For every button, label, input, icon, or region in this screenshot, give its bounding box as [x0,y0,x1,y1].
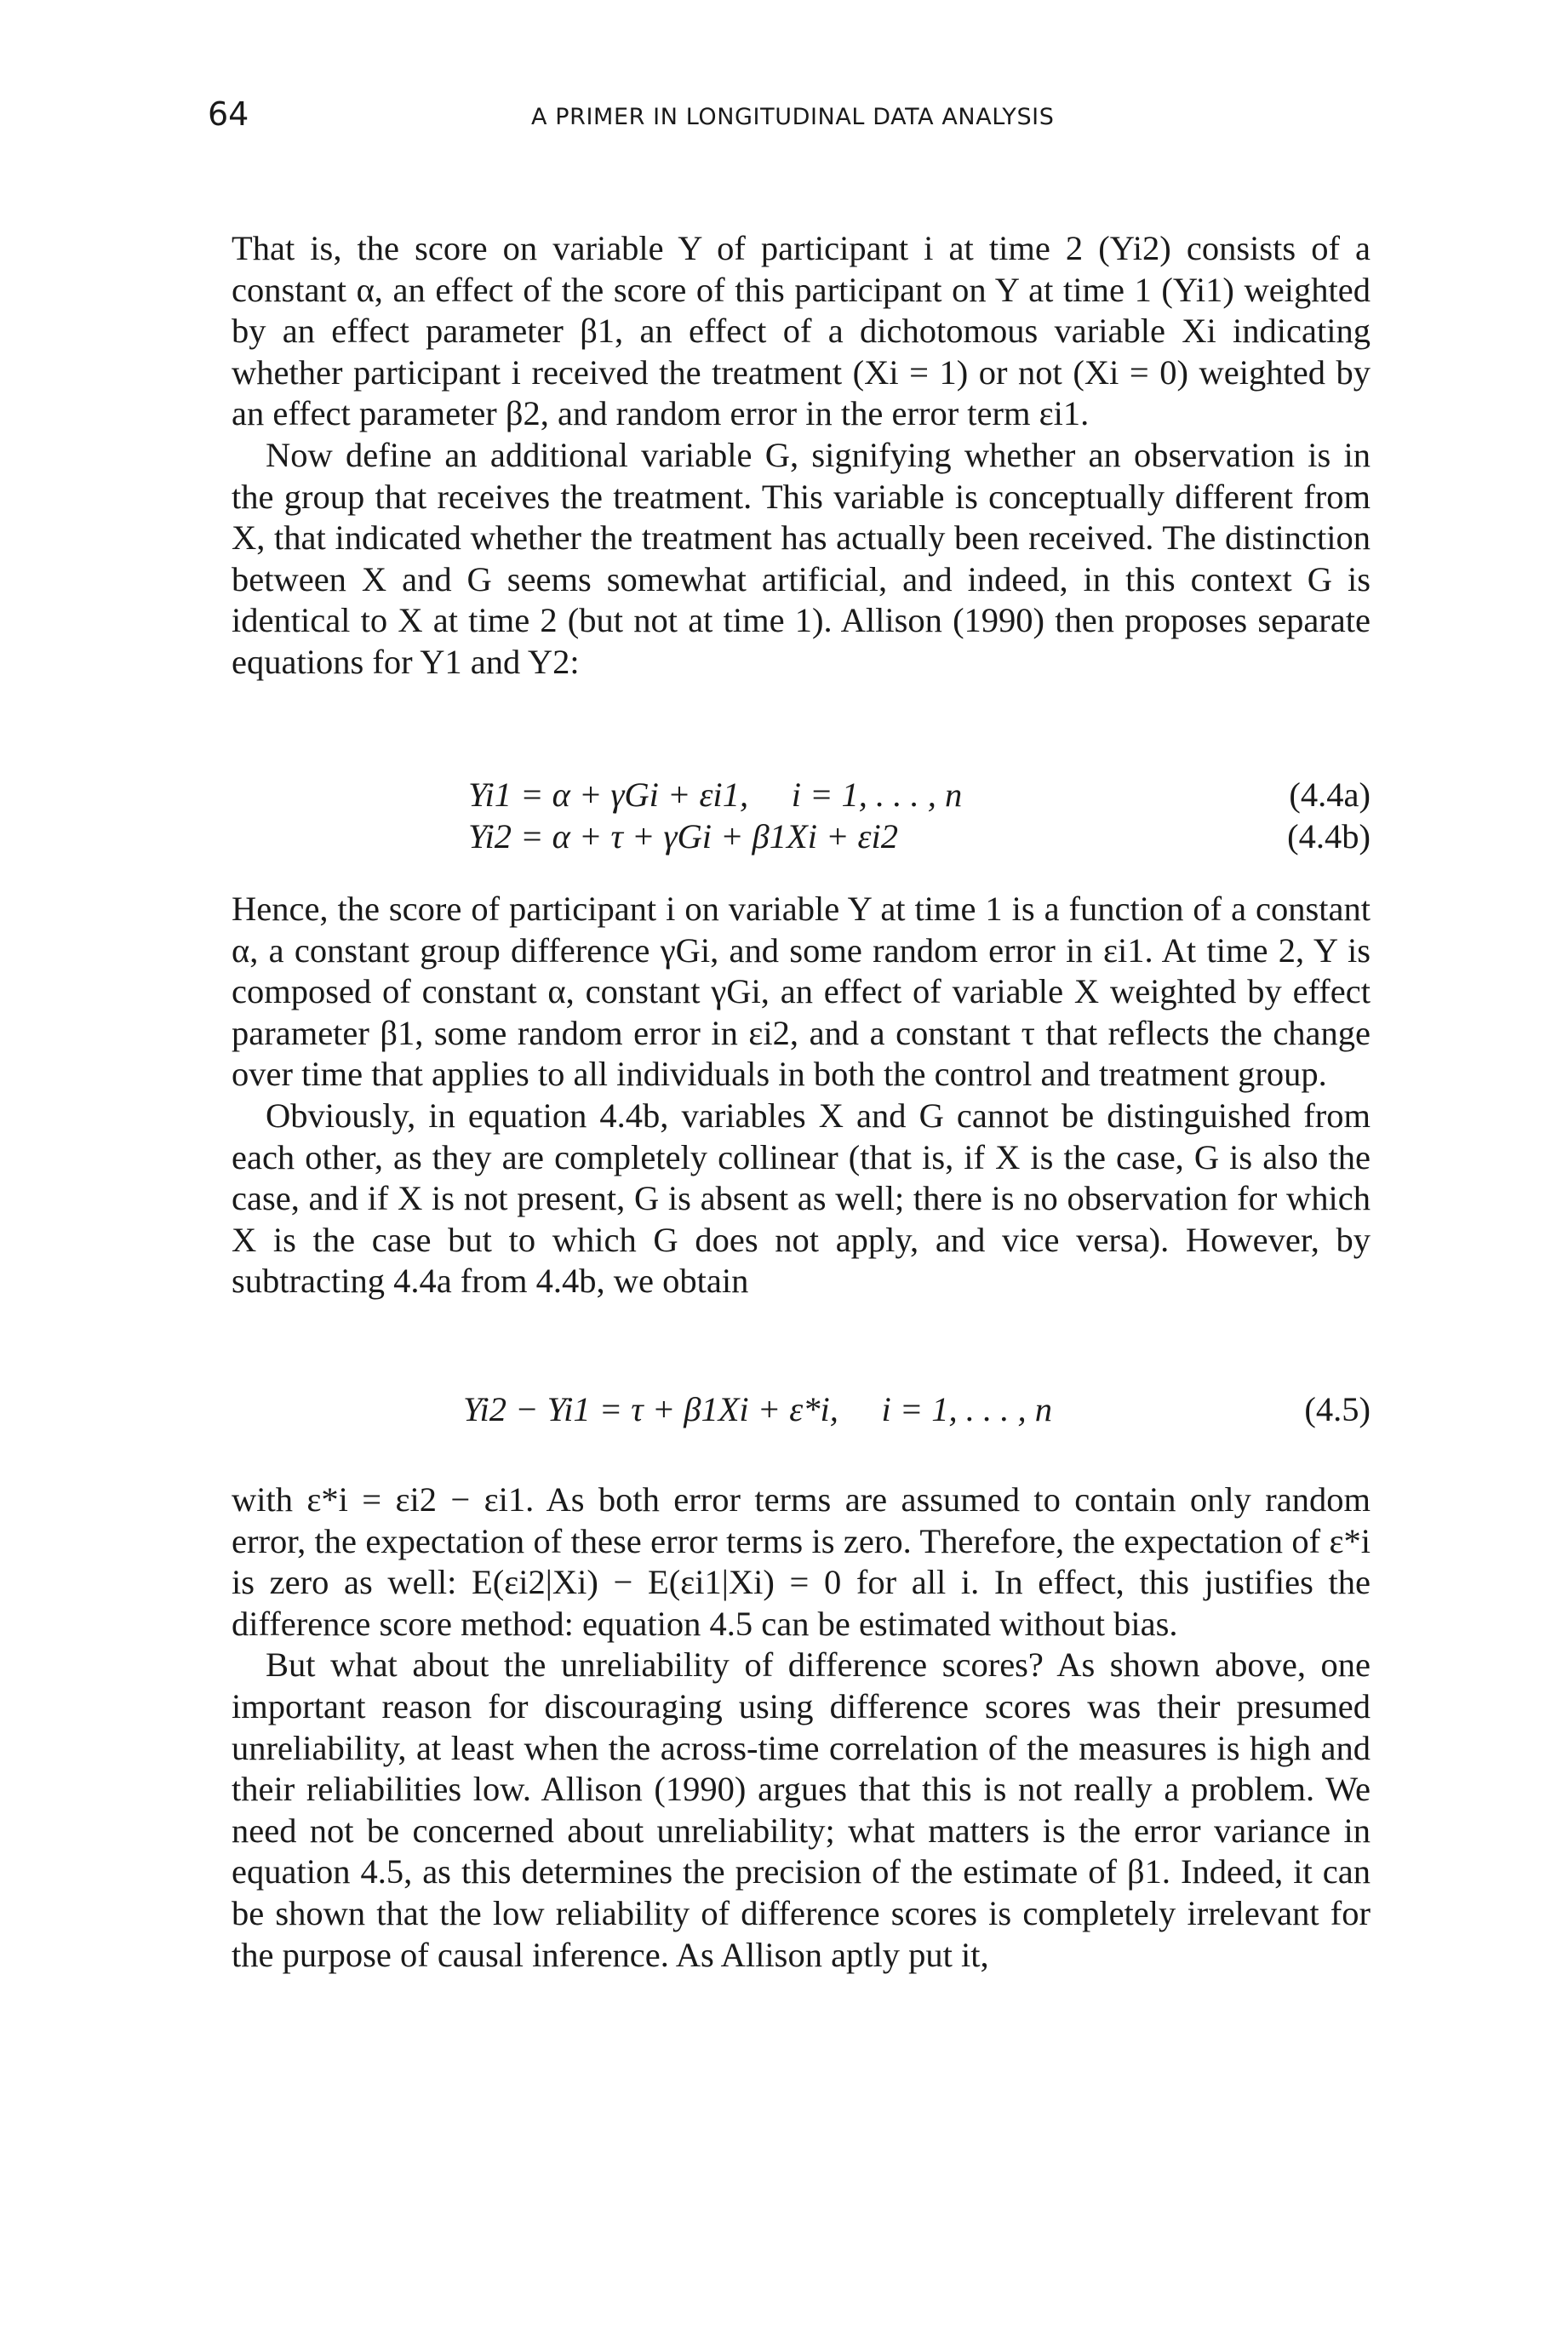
page-number: 64 [208,95,249,133]
equation-expression: Yi2 − Yi1 = τ + β1Xi + ε*i, i = 1, . . . , n [463,1390,1053,1428]
page-header [0,95,1568,146]
text-block-1 [232,228,1371,684]
equation-4-5 [232,1389,1371,1431]
equation-block-4-4 [232,775,1371,857]
equation-4-4b [232,816,1371,858]
paragraph-5: with ε*i = εi2 − εi1. As both error terms are assumed to contain only random error, the expectation of these error terms is zero. Therefore, the expectation of ε*i is zero as well: E(εi2|Xi) − E(εi1|Xi) = 0 for all i. In effect, this justifies the difference score method: equation 4.5 can be estimated without bias. [232,1480,1371,1643]
equation-expression: Yi1 = α + γGi + εi1, i = 1, . . . , n [468,775,963,814]
paragraph-2: Now define an additional variable G, signifying whether an observation is in the group that receives the treatment. This variable is conceptually different from X, that indicated whether the treatment has actually been received. The distinction between X and G seems somewhat artificial, and indeed, in this context G is identical to X at time 2 (but not at time 1). Allison (1990) then proposes separate equations for Y1 and Y2: [232,435,1371,681]
paragraph-3: Hence, the score of participant i on variable Y at time 1 is a function of a constant α, a constant group difference γGi, and some random error in εi1. At time 2, Y is composed of constant α, constant γGi, an effect of variable X weighted by effect parameter β1, some random error in εi2, and a constant τ that reflects the change over time that applies to all individuals in both the control and treatment group. [232,890,1371,1094]
equation-number: (4.5) [1304,1390,1371,1428]
equation-block-4-5 [232,1389,1371,1431]
text-block-3 [232,1479,1371,1976]
paragraph-1: That is, the score on variable Y of participant i at time 2 (Yi2) consists of a constant α, an effect of the score of this participant on Y at time 1 (Yi1) weighted by an effect parameter β1, an effect of a dichotomous variable Xi indicating whether participant i received the treatment (Xi = 1) or not (Xi = 0) weighted by an effect parameter β2, and random error in the error term εi1. [232,229,1371,433]
paragraph-6: But what about the unreliability of difference scores? As shown above, one important reason for discouraging using difference scores was their presumed unreliability, at least when the across-time correlation of the measures is high and their reliabilities low. Allison (1990) argues that this is not really a problem. We need not be concerned about unreliability; what matters is the error variance in equation 4.5, as this determines the precision of the estimate of β1. Indeed, it can be shown that the low reliability of difference scores is completely irrelevant for the purpose of causal inference. As Allison aptly put it, [232,1645,1371,1974]
running-title: A PRIMER IN LONGITUDINAL DATA ANALYSIS [531,104,1055,130]
equation-4-4a [232,775,1371,816]
equation-number: (4.4b) [1287,816,1371,856]
text-block-2 [232,889,1371,1302]
paragraph-4: Obviously, in equation 4.4b, variables X and G cannot be distinguished from each other, as they are completely collinear (that is, if X is the case, G is also the case, and if X is not present, G is absent as well; there is no observation for which X is the case but to which G does not apply, and vice versa). However, by subtracting 4.4a from 4.4b, we obtain [232,1096,1371,1301]
equation-expression: Yi2 = α + τ + γGi + β1Xi + εi2 [468,816,899,856]
equation-number: (4.4a) [1289,775,1371,814]
